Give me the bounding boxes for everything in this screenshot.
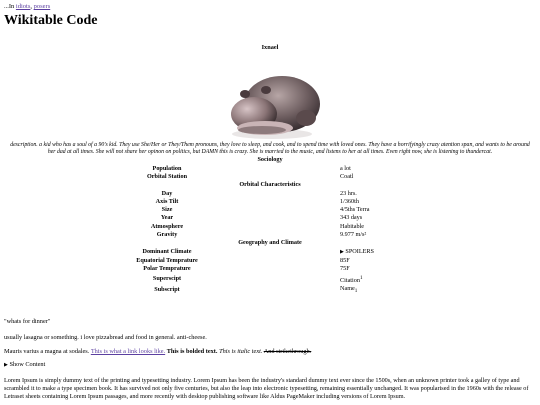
table-row: Size 4/5ths Terra — [161, 206, 370, 214]
table-row: Dominant Climate ▶ SPOILERS — [0, 248, 540, 257]
section-header: Geography and Climate — [238, 239, 302, 247]
table-row: Day 23 hrs. — [161, 189, 357, 197]
table-row: Axis Tilt 1/360th — [155, 197, 359, 205]
table-row: Equatorial Temprature 85F — [136, 256, 350, 264]
infobox-image — [0, 54, 540, 142]
table-row: Gravity 9.977 m/s² — [156, 231, 367, 239]
section-header: Sociology — [257, 156, 283, 164]
section-header: Orbital Characteristics — [239, 181, 301, 189]
paragraph-1: usually lasagna or something. i love pizzabread and food in general. anti-cheese. — [4, 334, 207, 341]
infobox — [0, 44, 540, 295]
infobox-table — [0, 156, 540, 295]
table-row: Population a lot — [152, 164, 351, 172]
table-row: Polar Temprature 75F — [143, 265, 350, 273]
breadcrumb-link-posers[interactable]: posers — [33, 3, 51, 10]
triangle-right-icon: ▶ — [4, 363, 8, 368]
table-row: Orbital Station Coatl — [146, 173, 354, 180]
paragraph-2: Mauris varius a magna at sodales. This is what a link looks like. This is bolded text. This is italic text. And strikethrough. — [4, 348, 312, 355]
spoilers-toggle[interactable]: ▶ SPOILERS — [340, 247, 374, 255]
page-title: Wikitable Code — [4, 13, 98, 28]
infobox-name: Ixnael — [261, 44, 279, 51]
table-row: Year 343 days — [160, 214, 363, 222]
table-row: Superscipt Citation$^1$ — [152, 274, 363, 284]
infobox-description: description. a kid who has a soul of a 90's kid. They use She/Her or They/Them pronouns, they love to sleep, and cook, and to spend time with loved ones. They have a horrifyingly crazy atention span, and wants to be around her dad at all times. She will not share her opinon on politics, but DAMN this is crazy. She is married to the music, and listens to her at all times. Even right now, she is listening to thundercat. — [10, 142, 530, 156]
table-row: Atmosphere Habitable — [150, 222, 365, 230]
table-row: Subscript Name$_1$ — [154, 284, 358, 295]
breadcrumb-prefix: ...In — [4, 3, 15, 10]
example-link[interactable]: This is what a link looks like. — [90, 348, 166, 355]
show-content-toggle[interactable]: ▶ Show Content — [4, 361, 46, 368]
lorem-paragraph: Lorem Ipsum is simply dummy text of the printing and typesetting industry. Lorem Ipsum has been the industry's standard dummy text ever since the 1500s, when an unknown printer took a galley of type and scrambled it to make a type specimen book. It has survived not only five centuries, but also the leap into electronic typesetting, remaining essentially unchanged. It was popularised in the 1960s with the release of Letraset sheets containing Lorem Ipsum passages, and more recently with desktop publishing software like Aldus PageMaker including versions of Lorem Ipsum. — [4, 377, 529, 400]
breadcrumb-link-idiots[interactable]: idiots — [15, 3, 31, 10]
breadcrumb: ...In idiots, posers — [4, 3, 51, 10]
hippo-illustration — [0, 54, 540, 142]
triangle-right-icon: ▶ — [340, 249, 344, 255]
quote: "whats for dinner" — [4, 318, 51, 325]
